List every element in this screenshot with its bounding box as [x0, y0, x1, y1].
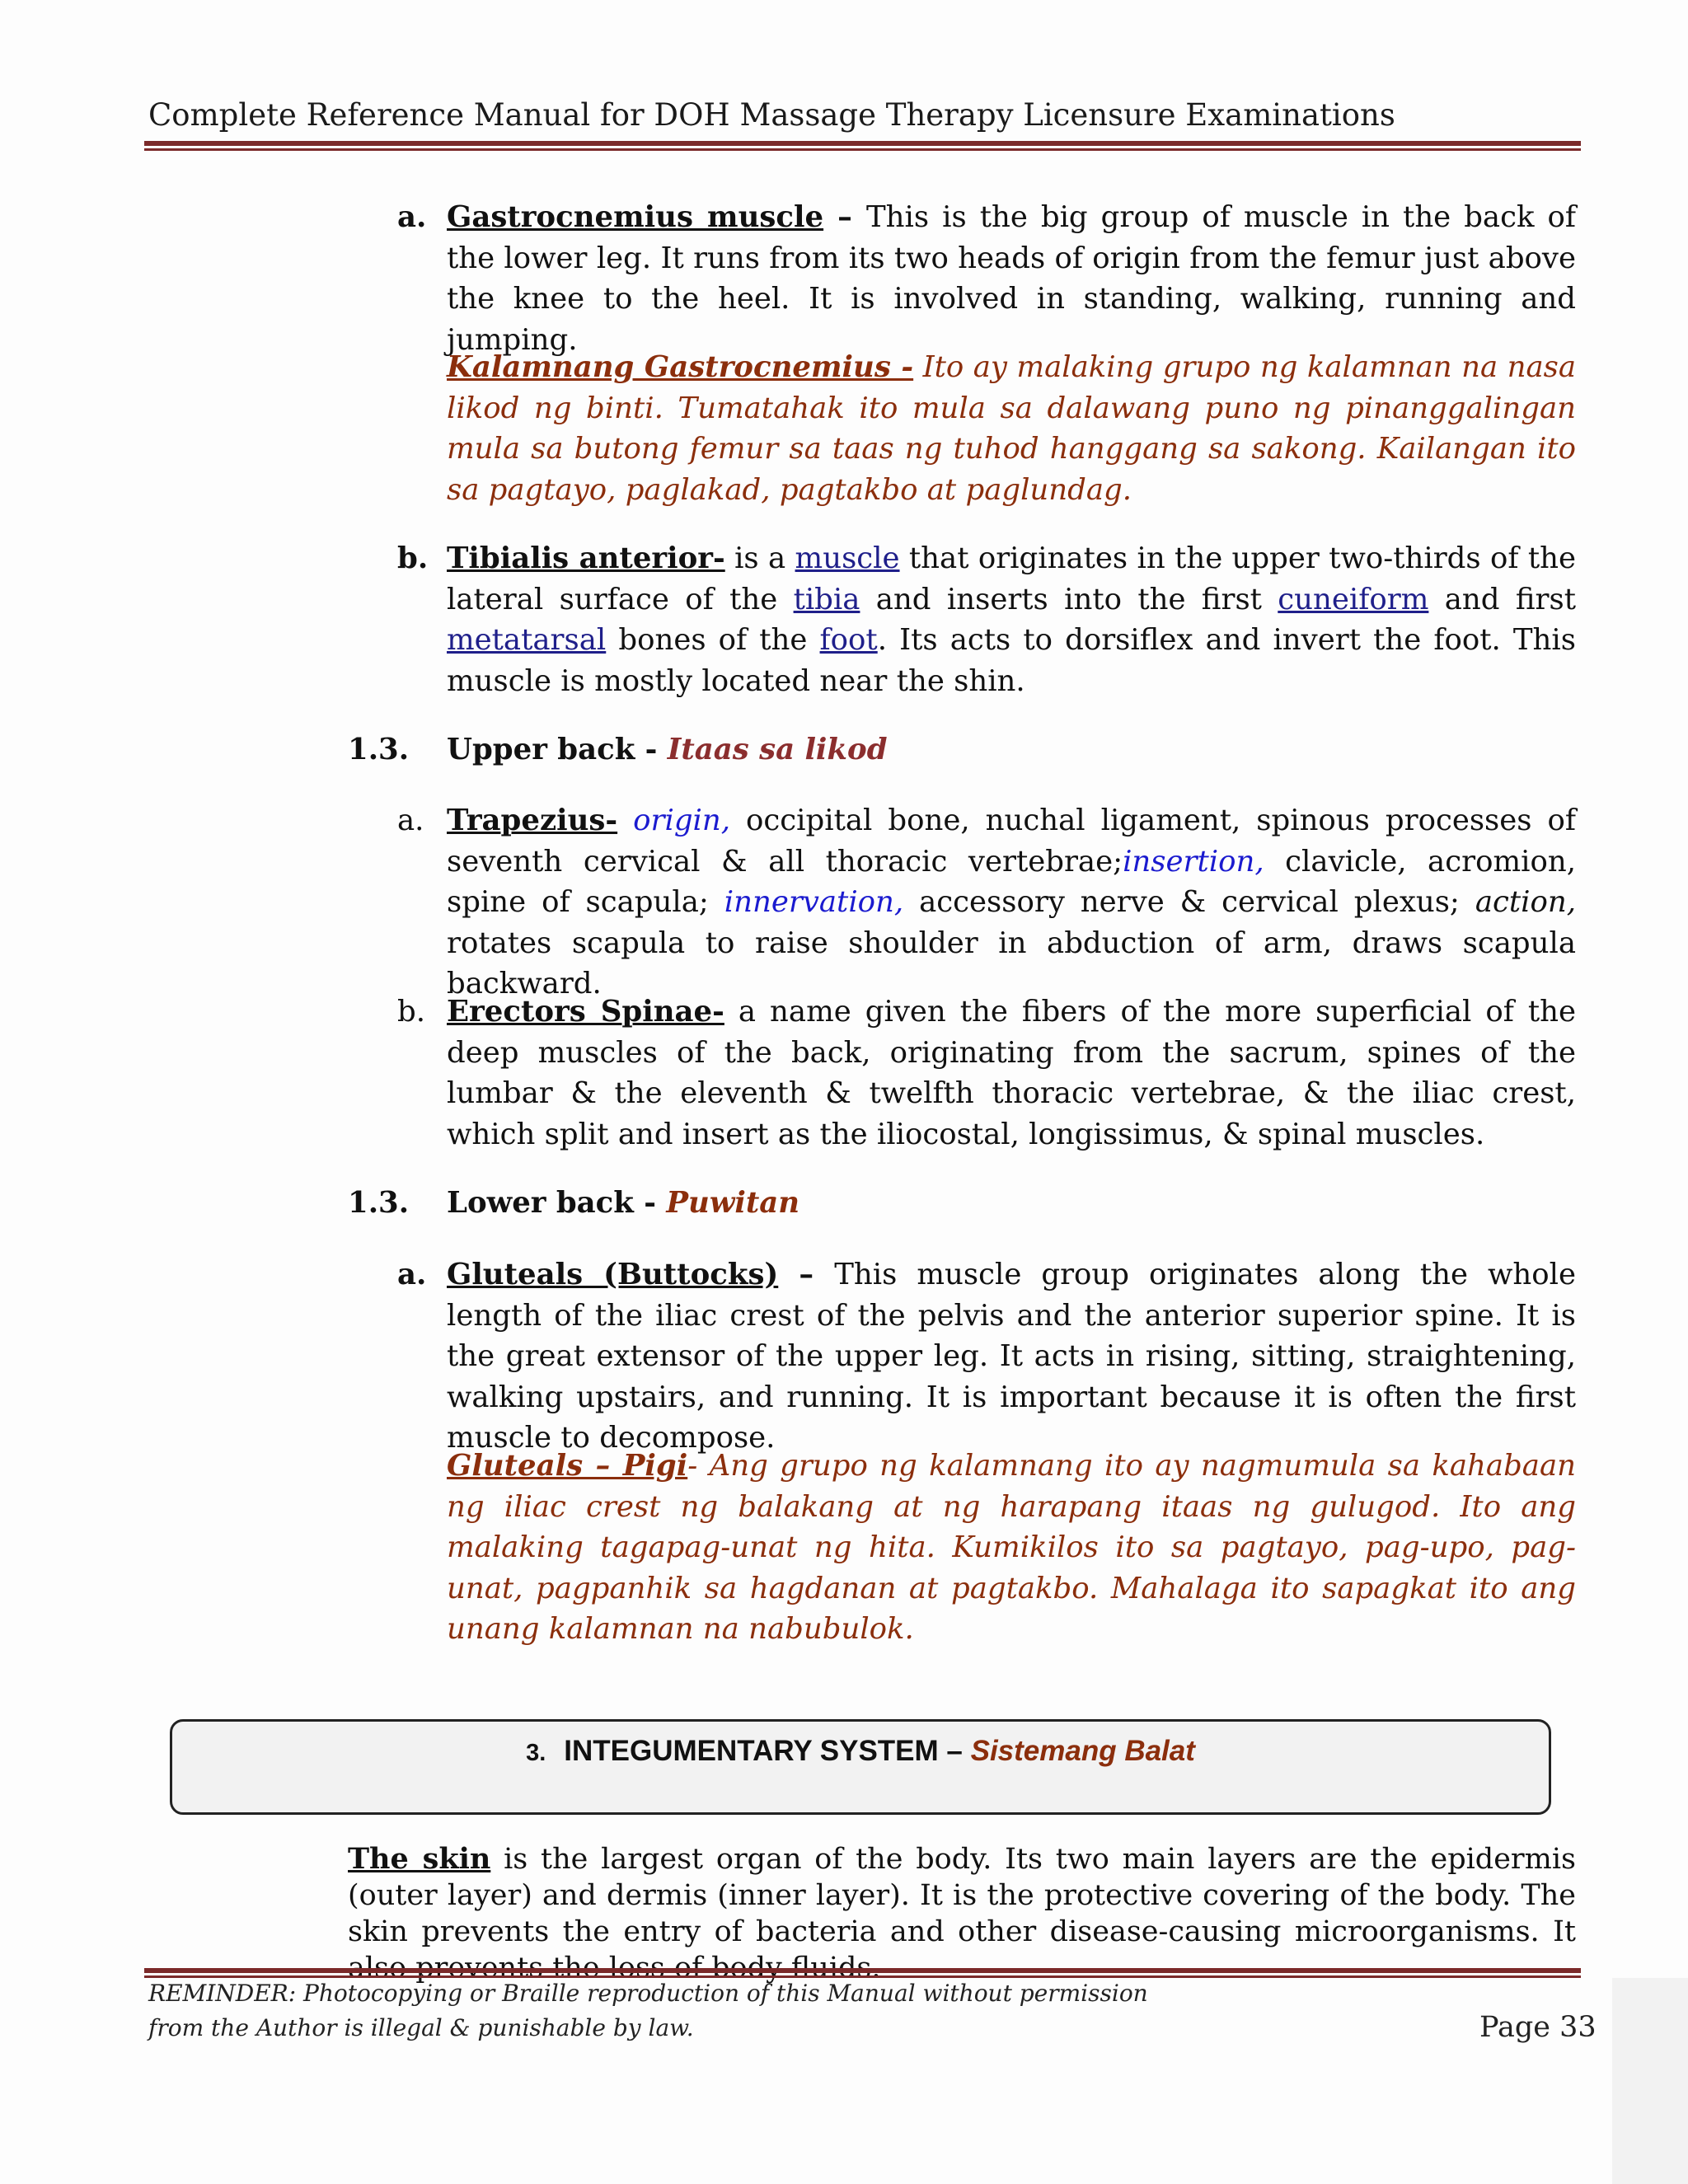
page-edge-strip [1612, 1978, 1688, 2184]
term-erectors-spinae: Erectors Spinae- [447, 995, 724, 1029]
footer-reminder-line-1: REMINDER: Photocopying or Braille reproduction of this Manual without permission [148, 1980, 1148, 2007]
item-marker: b. [397, 995, 426, 1029]
term-tibialis-anterior: Tibialis anterior- [447, 541, 725, 575]
trapezius-text-3: accessory nerve & cervical plexus; [903, 885, 1475, 919]
tibialis-text-1: is a [724, 541, 795, 575]
term-gluteals-pigi: Gluteals – Pigi [447, 1449, 688, 1483]
section-heading [172, 1735, 1549, 1768]
section-heading-number: 3. [526, 1740, 546, 1766]
section-heading-box [170, 1719, 1551, 1815]
heading-upper-back-label: Upper back - [447, 733, 668, 766]
erectors-text: a name given the fibers of the more superficial of the deep muscles of the back, originating from the sacrum, spines of the lumbar & the eleventh & twelfth thoracic vertebrae, & the iliac crest, which split and insert as the iliocostal, longissimus, & spinal muscles. [447, 995, 1576, 1151]
dash: – [778, 1258, 835, 1291]
item-marker: a. [397, 200, 427, 234]
tibialis-text-5: bones of the [606, 623, 820, 657]
heading-upper-back [447, 729, 888, 771]
heading-lower-back-translation: Puwitan [666, 1186, 800, 1220]
term-trapezius: Trapezius- [447, 804, 618, 837]
gastrocnemius-text: This is the big group of muscle in the back of the lower leg. It runs from its two heads of origin from the femur just above the knee to the heel. It is involved in standing, walking, running and jumping. [447, 200, 1577, 357]
erectors-paragraph [447, 991, 1576, 1155]
gluteals-text: This muscle group originates along the whole length of the iliac crest of the pelvis and the anterior superior spine. It is the great extensor of the upper leg. It acts in rising, sitting, straightening, walking upstairs, and running. It is important because it is often the first muscle to decompose. [447, 1258, 1576, 1455]
page-number: Page 33 [1479, 2011, 1597, 2044]
gastrocnemius-paragraph [447, 197, 1576, 360]
footer-reminder-line-2: from the Author is illegal & punishable by law. [148, 2014, 694, 2041]
term-the-skin: The skin [348, 1842, 491, 1876]
section-number: 1.3. [348, 1186, 410, 1220]
gluteals-translation-text: - Ang grupo ng kalamnang ito ay nagmumula sa kahabaan ng iliac crest ng balakang at ng harapang itaas ng gulugod. Ito ang malaking tagapag-unat ng hita. Kumikilos ito sa pagtayo, pag-upo, pag-unat, pagpanhik sa hagdanan at pagtakbo. Mahalaga ito sapagkat ito ang unang kalamnan na nabubulok. [447, 1449, 1576, 1646]
keyword-insertion: insertion, [1123, 844, 1264, 879]
section-heading-translation: Sistemang Balat [970, 1735, 1195, 1767]
term-gastrocnemius: Gastrocnemius muscle [447, 200, 824, 234]
header-divider [144, 141, 1581, 151]
section-number: 1.3. [348, 733, 410, 766]
trapezius-text-1: occipital bone, nuchal ligament, spinous processes of seventh cervical & all thoracic vertebrae; [447, 804, 1576, 879]
gluteals-paragraph [447, 1254, 1576, 1459]
footer-reminder [148, 1976, 1148, 2046]
keyword-origin: origin, [633, 804, 731, 837]
link-metatarsal[interactable]: metatarsal [447, 623, 607, 657]
trapezius-text-4: rotates scapula to raise shoulder in abduction of arm, draws scapula backward. [447, 926, 1576, 1001]
trapezius-paragraph [447, 800, 1576, 1005]
gastrocnemius-translation [447, 347, 1576, 510]
skin-text: is the largest organ of the body. Its two main layers are the epidermis (outer layer) and dermis (inner layer). It is the protective covering of the body. The skin prevents the entry of bacteria and other disease-causing microorganisms. It [348, 1843, 1576, 1948]
tibialis-text-6: . Its acts to dorsiflex and invert the foot. This muscle is mostly located near the shin. [447, 623, 1576, 698]
section-heading-title: INTEGUMENTARY SYSTEM – [564, 1735, 971, 1767]
tibialis-text-4: and first [1428, 582, 1576, 616]
trapezius-text-2: clavicle, acromion, spine of scapula; [447, 844, 1576, 919]
gluteals-translation [447, 1446, 1576, 1650]
term-kalamnang-gastrocnemius: Kalamnang Gastrocnemius - [447, 350, 914, 384]
heading-lower-back [447, 1183, 799, 1224]
item-marker: a. [397, 804, 424, 837]
link-cuneiform[interactable]: cuneiform [1278, 582, 1429, 616]
item-marker: a. [397, 1258, 427, 1291]
gastrocnemius-translation-text: Ito ay malaking grupo ng kalamnan na nasa likod ng binti. Tumatahak ito mula sa dalawang puno ng pinanggalingan mula sa butong femur sa taas ng tuhod hanggang sa sakong. Kailangan ito sa pagtayo, paglakad, pagtakbo at paglundag. [447, 350, 1577, 507]
dash: – [823, 200, 866, 234]
link-foot[interactable]: foot [819, 623, 878, 657]
item-marker: b. [397, 541, 429, 575]
keyword-action: action, [1475, 885, 1576, 919]
link-tibia[interactable]: tibia [793, 582, 860, 616]
skin-paragraph [348, 1841, 1576, 1986]
heading-lower-back-label: Lower back - [447, 1186, 667, 1220]
link-muscle[interactable]: muscle [795, 541, 900, 575]
tibialis-text-3: and inserts into the first [860, 582, 1278, 616]
heading-upper-back-translation: Itaas sa likod [667, 733, 888, 766]
tibialis-text-2: that originates in the upper two-thirds of the lateral surface of the [447, 541, 1576, 616]
term-gluteals: Gluteals (Buttocks) [447, 1258, 779, 1291]
keyword-innervation: innervation, [724, 885, 904, 919]
tibialis-paragraph [447, 538, 1576, 701]
page-header-title: Complete Reference Manual for DOH Massage Therapy Licensure Examinations [148, 97, 1395, 133]
